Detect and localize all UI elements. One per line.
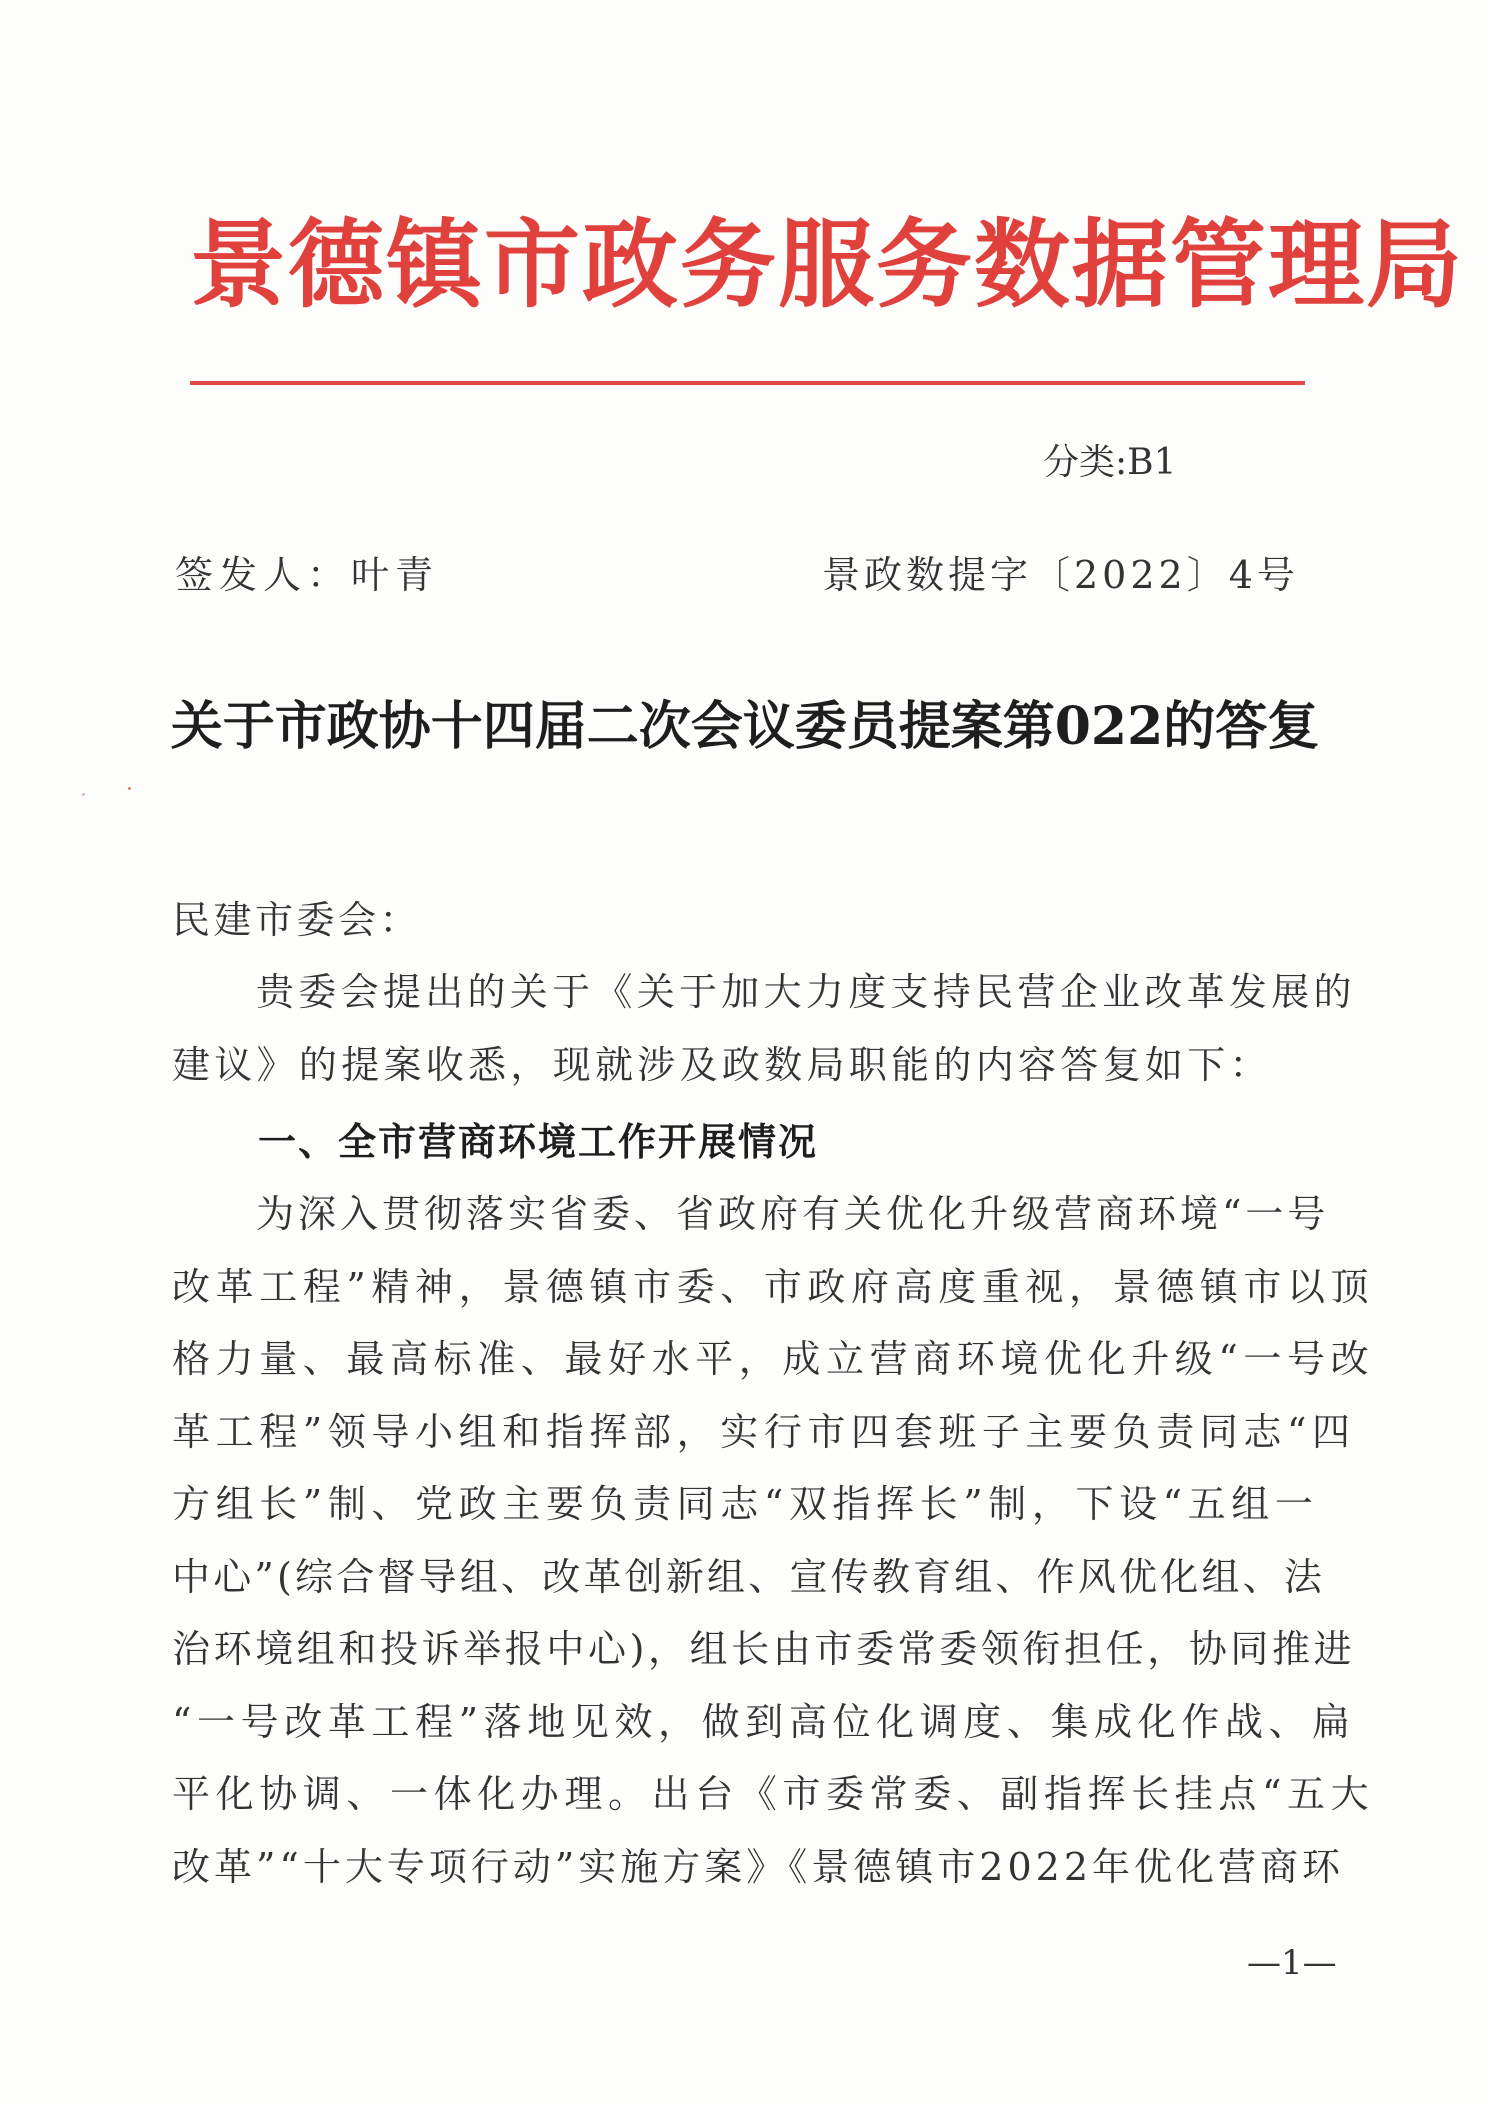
paragraph-line: 为深入贯彻落实省委、省政府有关优化升级营商环境“一号	[256, 1192, 1330, 1236]
paragraph-line: “一号改革工程”落地见效，做到高位化调度、集成化作战、扁	[172, 1700, 1356, 1744]
paragraph-line: 中心”(综合督导组、改革创新组、宣传教育组、作风优化组、法	[172, 1555, 1326, 1599]
section-heading: 一、全市营商环境工作开展情况	[258, 1120, 819, 1164]
paragraph-line: 平化协调、一体化办理。出台《市委常委、副指挥长挂点“五大	[172, 1772, 1375, 1816]
paragraph-line: 革工程”领导小组和指挥部，实行市四套班子主要负责同志“四	[172, 1410, 1356, 1454]
organization-letterhead: 景德镇市政务服务数据管理局	[190, 208, 1464, 321]
paragraph-line: 建议》的提案收悉，现就涉及政数局职能的内容答复如下：	[172, 1043, 1272, 1087]
paragraph-line: 格力量、最高标准、最好水平，成立营商环境优化升级“一号改	[172, 1337, 1375, 1381]
paragraph-line: 方组长”制、党政主要负责同志“双指挥长”制，下设“五组一	[172, 1482, 1319, 1526]
document-title: 关于市政协十四届二次会议委员提案第022的答复	[170, 696, 1320, 757]
classification-label: 分类:B1	[1043, 442, 1177, 483]
page-number: —1—	[1247, 1943, 1337, 1983]
letterhead-red-rule	[190, 381, 1305, 385]
scan-speck	[82, 793, 85, 796]
addressee: 民建市委会：	[172, 898, 422, 942]
signer-label: 签发人：叶青	[175, 553, 440, 597]
paragraph-line: 贵委会提出的关于《关于加大力度支持民营企业改革发展的	[256, 970, 1356, 1014]
scan-speck	[128, 787, 131, 790]
document-number: 景政数提字〔2022〕4号	[822, 553, 1299, 597]
paragraph-line: 治环境组和投诉举报中心)，组长由市委常委领衔担任，协同推进	[172, 1627, 1356, 1671]
paragraph-line: 改革”“十大专项行动”实施方案》《景德镇市2022年优化营商环	[172, 1845, 1344, 1889]
paragraph-line: 改革工程”精神，景德镇市委、市政府高度重视，景德镇市以顶	[172, 1265, 1375, 1309]
